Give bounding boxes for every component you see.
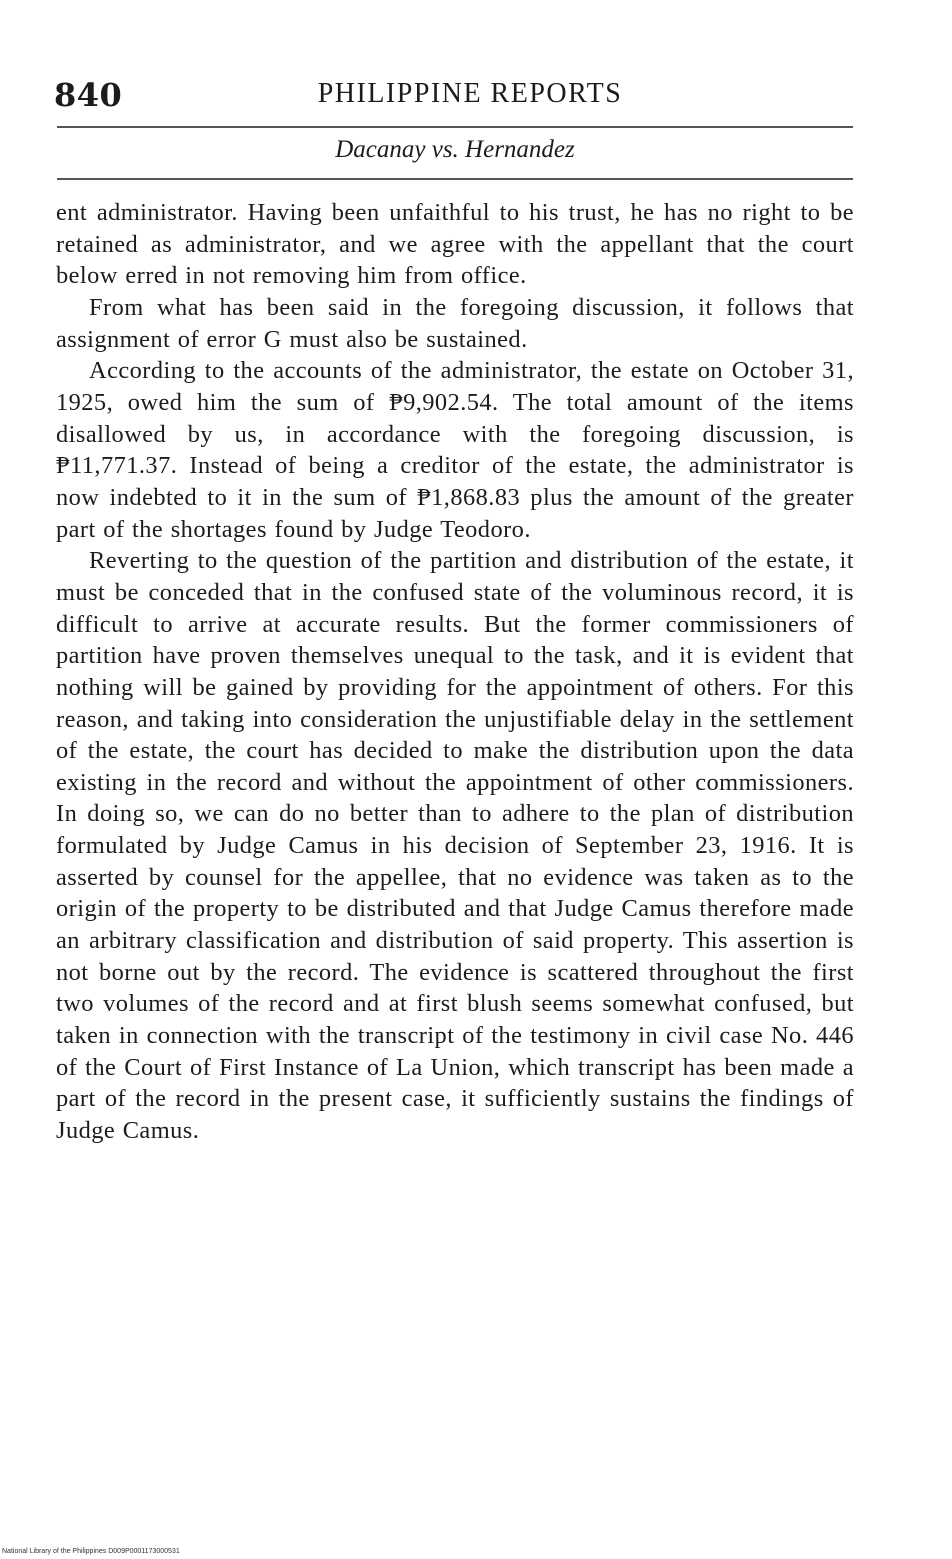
paragraph: Reverting to the question of the partition and distribution of the estate, it must be conceded that in the confused state of the voluminous record, it is difficult to arrive at accurate results. But the former commissioners of partition have proven themselves unequal to the task, and it is evident that nothing will be gained by providing for the appointment of others. For this reason, and taking into consideration the unjustifiable delay in the settlement of the estate, the court has decided to make the distribution upon the data existing in the record and without the appointment of other commissioners. In doing so, we can do no better than to adhere to the plan of distribution formulated by Judge Camus in his decision of September 23, 1916. It is asserted by counsel for the appellee, that no evidence was taken as to the origin of the property to be distributed and that Judge Camus therefore made an arbitrary classification and distribution of said property. This assertion is not borne out by the record. The evidence is scattered throughout the first two volumes of the record and at first blush seems somewhat confused, but taken in connection with the transcript of the testimony in civil case No. 446 of the Court of First Instance of La Union, which transcript has been made a part of the record in the present case, it sufficiently sustains the findings of Judge Camus.	[56, 547, 854, 1145]
scan-source-footer: National Library of the Philippines D009P0001173000531	[2, 1548, 180, 1555]
body-text	[56, 197, 854, 1147]
paragraph: ent administrator. Having been unfaithful to his trust, he has no right to be retained as administrator, and we agree with the appellant that the court below erred in not removing him from office.	[56, 199, 854, 290]
paragraph: From what has been said in the foregoing discussion, it follows that assignment of error G must also be sustained.	[56, 293, 854, 353]
header-rule-bottom	[57, 178, 853, 180]
header-rule-top	[57, 126, 853, 128]
case-title: Dacanay vs. Hernandez	[335, 136, 575, 163]
page-number: 840	[54, 76, 123, 114]
paragraph: According to the accounts of the administrator, the estate on October 31, 1925, owed him the sum of ₱9,902.54. The total amount of the items disallowed by us, in accordance with the foregoing discussion, is ₱11,771.37. Instead of being a creditor of the estate, the administrator is now indebted to it in the sum of ₱1,868.83 plus the amount of the greater part of the shortages found by Judge Teodoro.	[56, 357, 854, 543]
running-head: PHILIPPINE REPORTS	[317, 78, 623, 109]
